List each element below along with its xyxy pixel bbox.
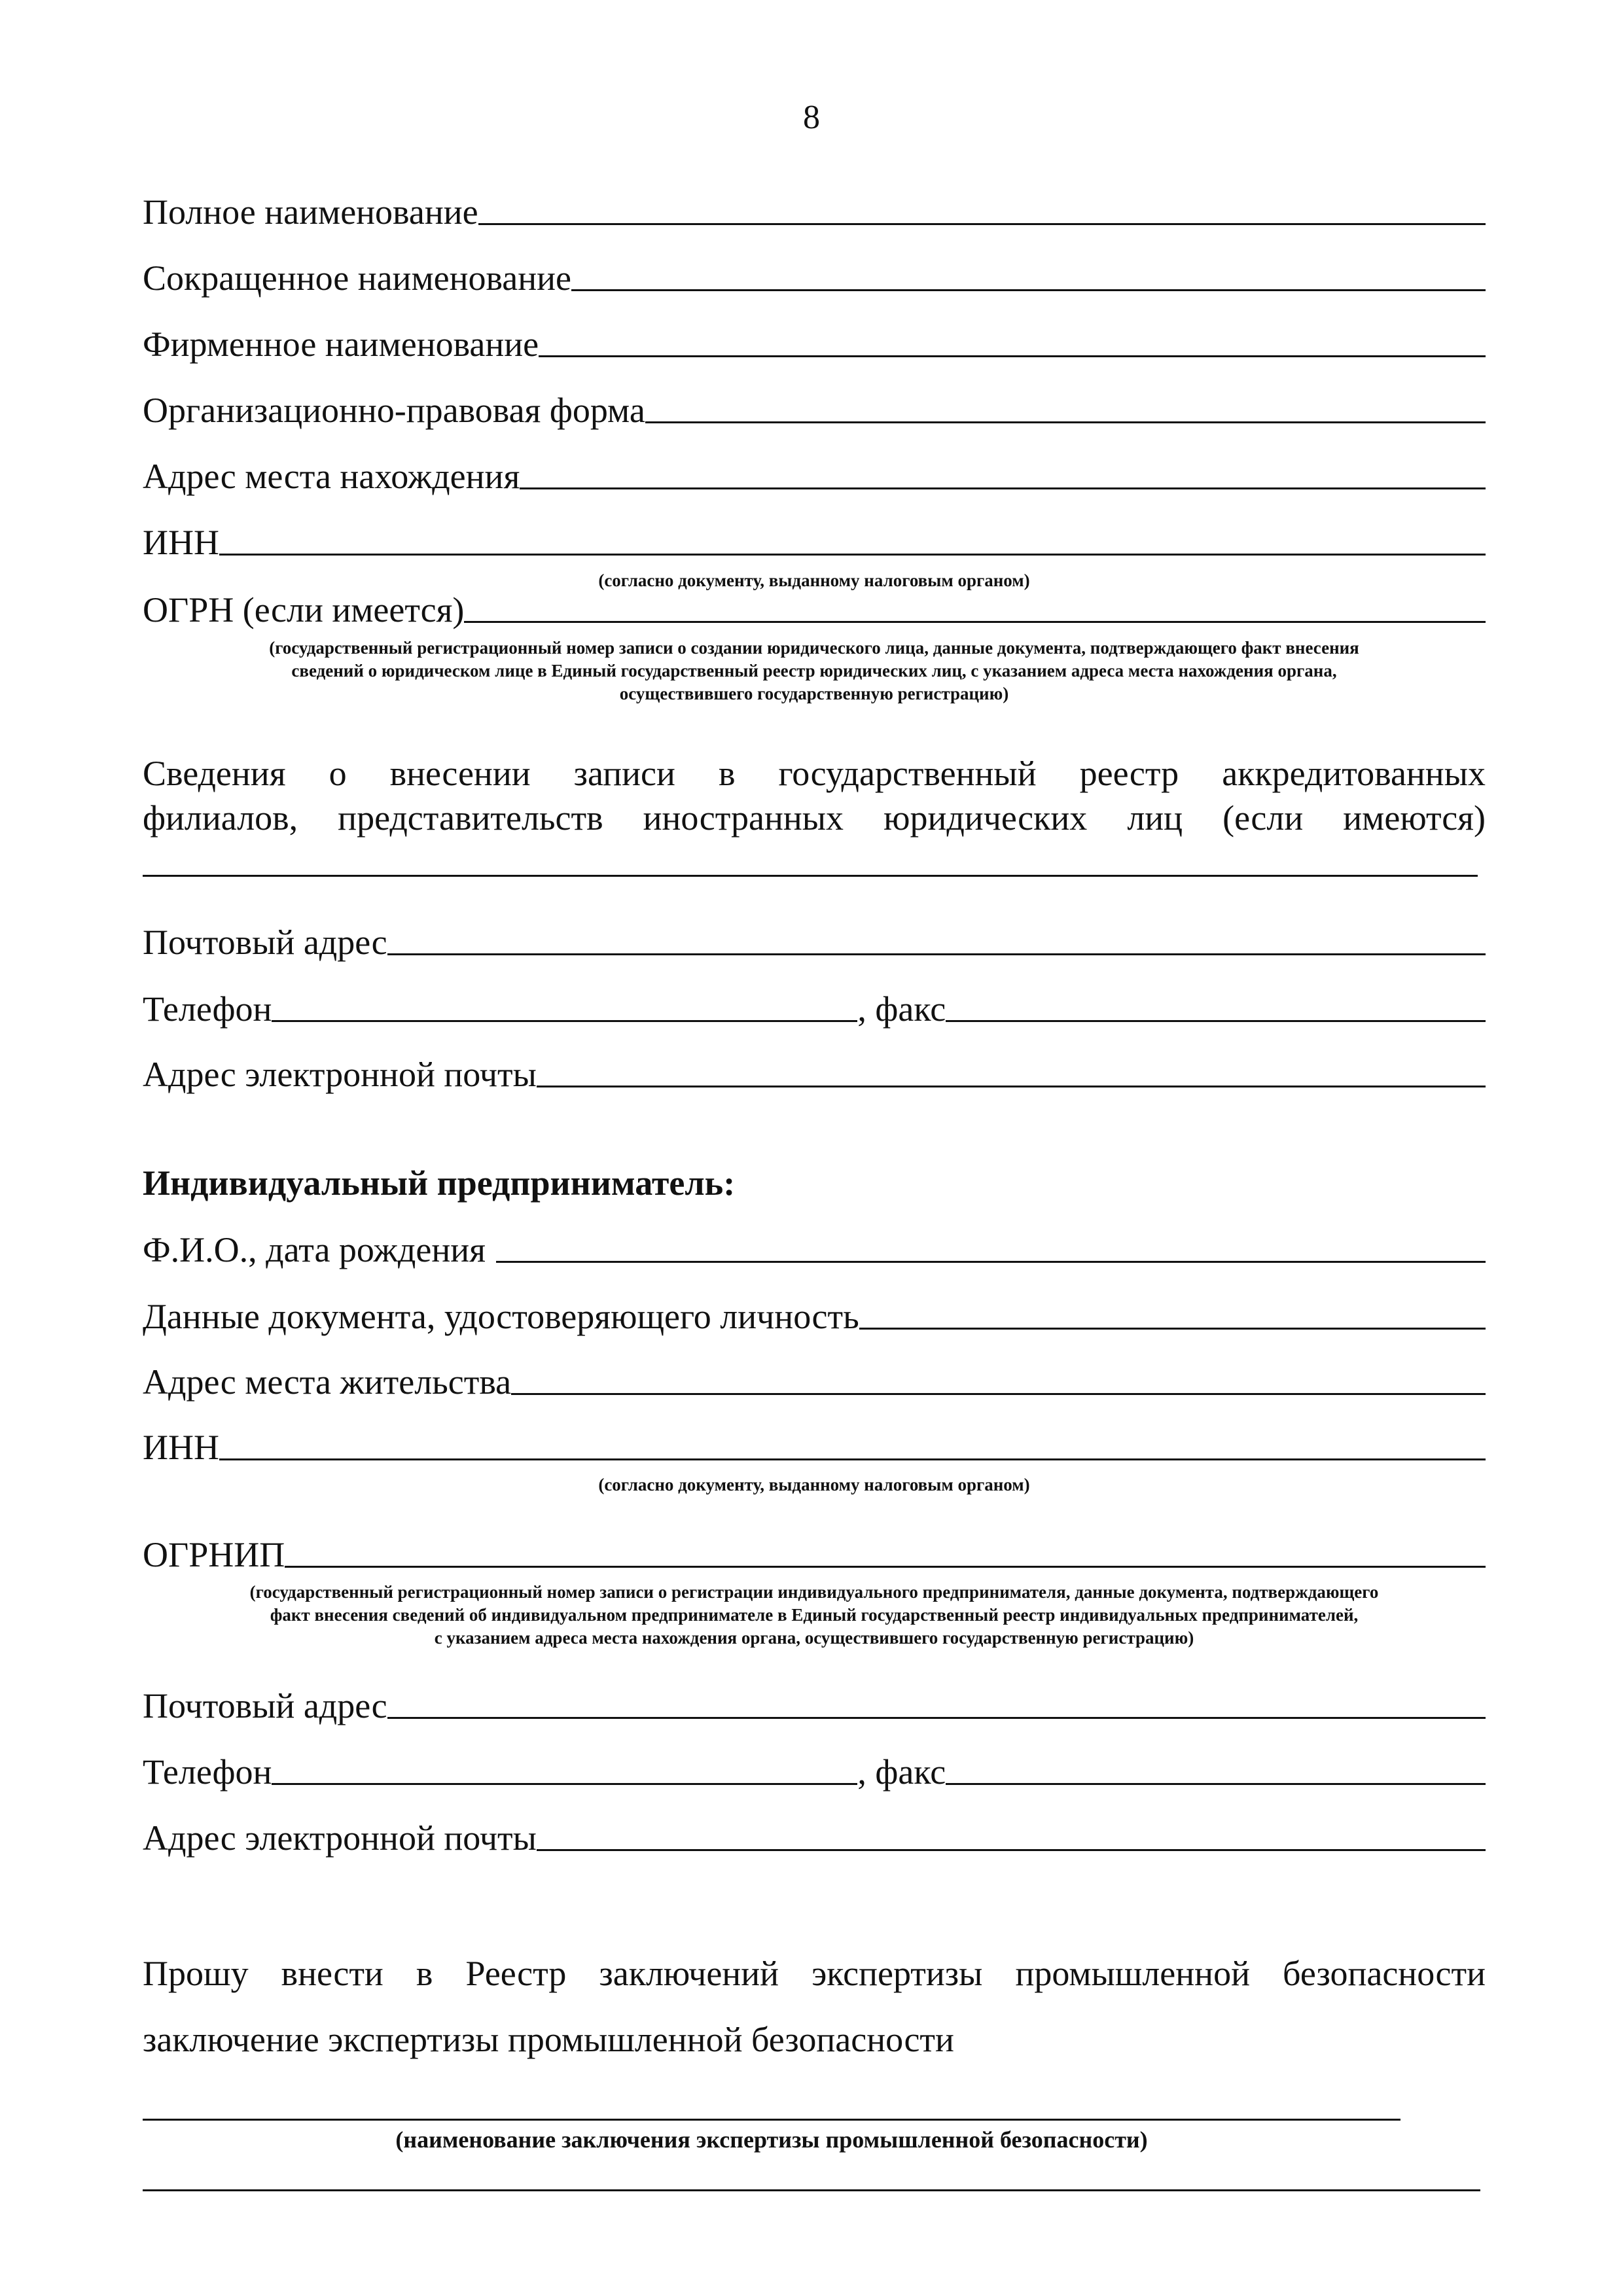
ogrnip-field[interactable]	[285, 1557, 1486, 1568]
firm-name-row	[143, 323, 1486, 365]
fio-row	[143, 1229, 1486, 1271]
short-name-label: Сокращенное наименование	[143, 258, 572, 298]
request-line-2: заключение экспертизы промышленной безопасности	[143, 2020, 954, 2059]
fax-label: , факс	[857, 989, 946, 1029]
ip-inn-label: ИНН	[143, 1428, 219, 1467]
postal-address-row	[143, 921, 1486, 963]
firm-name-label: Фирменное наименование	[143, 325, 539, 364]
legal-form-row	[143, 389, 1486, 431]
fio-label: Ф.И.О., дата рождения	[143, 1230, 486, 1269]
full-name-label: Полное наименование	[143, 192, 478, 232]
conclusion-extra-field[interactable]	[143, 2189, 1480, 2191]
ip-fax-label: , факс	[857, 1752, 946, 1792]
fio-field[interactable]	[496, 1252, 1486, 1263]
inn-field[interactable]	[219, 544, 1486, 556]
ogrn-label: ОГРН (если имеется)	[143, 590, 465, 629]
ogrnip-hint-line-1: (государственный регистрационный номер записи о регистрации индивидуального предпринимателя, данные документа, подтверждающего	[249, 1582, 1379, 1602]
location-address-label: Адрес места нахождения	[143, 457, 520, 496]
ip-inn-field[interactable]	[219, 1449, 1486, 1460]
ip-email-row	[143, 1817, 1486, 1859]
phone-field[interactable]	[272, 1011, 857, 1022]
ip-postal-address-row	[143, 1685, 1486, 1727]
short-name-field[interactable]	[571, 280, 1486, 291]
ip-fax-field[interactable]	[946, 1774, 1486, 1785]
phone-label: Телефон	[143, 989, 272, 1029]
branch-info-field[interactable]	[143, 875, 1478, 877]
residence-label: Адрес места жительства	[143, 1362, 512, 1402]
ogrn-field[interactable]	[464, 612, 1486, 623]
email-row	[143, 1053, 1486, 1095]
location-address-row	[143, 455, 1486, 497]
postal-address-label: Почтовый адрес	[143, 923, 387, 962]
id-document-label: Данные документа, удостоверяющего личность	[143, 1297, 859, 1336]
ip-inn-row	[143, 1426, 1486, 1468]
ogrn-hint-line-3: осуществившего государственную регистрацию)	[619, 684, 1009, 703]
inn-label: ИНН	[143, 523, 219, 562]
full-name-row	[143, 191, 1486, 233]
branch-info-line-1: Сведения о внесении записи в государственный реестр аккредитованных	[143, 754, 1486, 793]
firm-name-field[interactable]	[539, 346, 1486, 357]
ip-phone-field[interactable]	[272, 1774, 857, 1785]
conclusion-name-field[interactable]	[143, 2119, 1400, 2121]
branch-info-line-2: филиалов, представительств иностранных юридических лиц (если имеются)	[143, 798, 1486, 838]
location-address-field[interactable]	[520, 478, 1486, 489]
full-name-field[interactable]	[478, 214, 1486, 225]
id-document-field[interactable]	[859, 1318, 1486, 1330]
postal-address-field[interactable]	[387, 944, 1486, 955]
residence-field[interactable]	[511, 1384, 1486, 1395]
ip-phone-fax-row	[143, 1751, 1486, 1793]
fax-field[interactable]	[946, 1011, 1486, 1022]
residence-row	[143, 1361, 1486, 1403]
conclusion-hint: (наименование заключения экспертизы промышленной безопасности)	[395, 2127, 1148, 2153]
ip-email-label: Адрес электронной почты	[143, 1818, 537, 1858]
id-document-row	[143, 1296, 1486, 1337]
entrepreneur-heading: Индивидуальный предприниматель:	[143, 1163, 736, 1203]
short-name-row	[143, 257, 1486, 299]
ogrnip-label: ОГРНИП	[143, 1535, 285, 1574]
inn-row	[143, 521, 1486, 563]
ip-postal-address-field[interactable]	[387, 1708, 1486, 1719]
page-number: 8	[803, 99, 820, 136]
legal-form-field[interactable]	[645, 412, 1486, 423]
ip-inn-hint: (согласно документу, выданному налоговым органом)	[598, 1475, 1030, 1494]
ip-email-field[interactable]	[537, 1840, 1486, 1851]
ogrnip-row	[143, 1534, 1486, 1576]
ogrnip-hint-line-3: с указанием адреса места нахождения органа, осуществившего государственную регистрацию)	[434, 1628, 1194, 1648]
ogrn-hint-line-2: сведений о юридическом лице в Единый государственный реестр юридических лиц, с указанием адреса места нахождения органа,	[291, 661, 1337, 680]
inn-hint: (согласно документу, выданному налоговым органом)	[598, 571, 1030, 590]
email-field[interactable]	[537, 1076, 1486, 1087]
ogrn-row	[143, 589, 1486, 631]
email-label: Адрес электронной почты	[143, 1055, 537, 1094]
ogrnip-hint-line-2: факт внесения сведений об индивидуальном предпринимателе в Единый государственный реестр индивидуальных предпринимателей,	[270, 1605, 1359, 1625]
request-line-1: Прошу внести в Реестр заключений экспертизы промышленной безопасности	[143, 1954, 1486, 1993]
ogrn-hint-line-1: (государственный регистрационный номер записи о создании юридического лица, данные документа, подтверждающего факт внесения	[269, 638, 1359, 658]
phone-fax-row	[143, 988, 1486, 1030]
ip-phone-label: Телефон	[143, 1752, 272, 1792]
legal-form-label: Организационно-правовая форма	[143, 391, 645, 430]
ip-postal-address-label: Почтовый адрес	[143, 1686, 387, 1725]
